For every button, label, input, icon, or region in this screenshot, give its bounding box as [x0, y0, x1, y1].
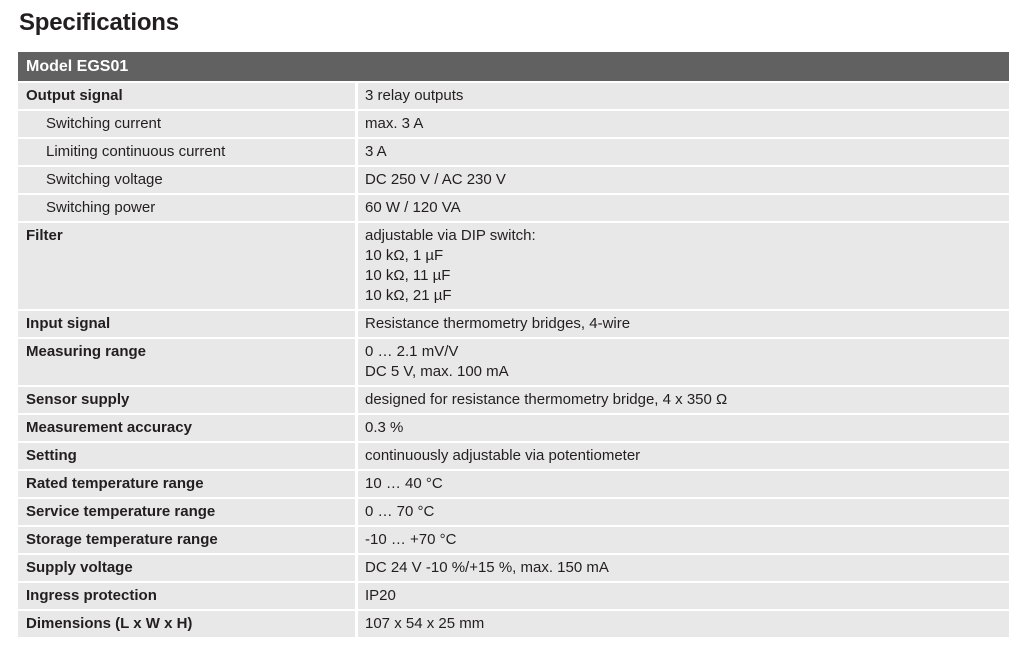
row-value: 60 W / 120 VA	[358, 195, 1009, 221]
row-label: Ingress protection	[18, 583, 355, 609]
row-value: IP20	[358, 583, 1009, 609]
row-label: Filter	[18, 223, 355, 309]
row-label: Supply voltage	[18, 555, 355, 581]
row-label: Switching voltage	[18, 167, 355, 193]
row-value: 3 A	[358, 139, 1009, 165]
specifications-table	[18, 52, 1009, 639]
table-row	[18, 167, 1009, 193]
row-value: 0 … 70 °C	[358, 499, 1009, 525]
row-value: continuously adjustable via potentiometer	[358, 443, 1009, 469]
table-row	[18, 555, 1009, 581]
row-value: adjustable via DIP switch: 10 kΩ, 1 µF 10 kΩ, 11 µF 10 kΩ, 21 µF	[358, 223, 1009, 309]
table-row	[18, 223, 1009, 309]
row-label: Service temperature range	[18, 499, 355, 525]
table-row	[18, 443, 1009, 469]
row-label: Rated temperature range	[18, 471, 355, 497]
table-row	[18, 83, 1009, 109]
row-label: Storage temperature range	[18, 527, 355, 553]
table-row	[18, 583, 1009, 609]
row-label: Sensor supply	[18, 387, 355, 413]
row-value: designed for resistance thermometry bridge, 4 x 350 Ω	[358, 387, 1009, 413]
row-value: 3 relay outputs	[358, 83, 1009, 109]
table-row	[18, 499, 1009, 525]
row-label: Input signal	[18, 311, 355, 337]
row-value: max. 3 A	[358, 111, 1009, 137]
row-value: 107 x 54 x 25 mm	[358, 611, 1009, 637]
row-label: Output signal	[18, 83, 355, 109]
row-label: Dimensions (L x W x H)	[18, 611, 355, 637]
table-row	[18, 471, 1009, 497]
table-header: Model EGS01	[18, 52, 1009, 81]
table-row	[18, 311, 1009, 337]
table-row	[18, 139, 1009, 165]
row-value: -10 … +70 °C	[358, 527, 1009, 553]
table-row	[18, 415, 1009, 441]
table-row	[18, 387, 1009, 413]
row-value: 0.3 %	[358, 415, 1009, 441]
row-value: 10 … 40 °C	[358, 471, 1009, 497]
row-value: Resistance thermometry bridges, 4-wire	[358, 311, 1009, 337]
row-label: Switching power	[18, 195, 355, 221]
page-title: Specifications	[19, 9, 179, 36]
row-label: Measurement accuracy	[18, 415, 355, 441]
table-row	[18, 195, 1009, 221]
table-row	[18, 611, 1009, 637]
row-value: DC 250 V / AC 230 V	[358, 167, 1009, 193]
row-label: Switching current	[18, 111, 355, 137]
row-label: Setting	[18, 443, 355, 469]
row-value: 0 … 2.1 mV/V DC 5 V, max. 100 mA	[358, 339, 1009, 385]
table-row	[18, 339, 1009, 385]
row-value: DC 24 V -10 %/+15 %, max. 150 mA	[358, 555, 1009, 581]
row-label: Measuring range	[18, 339, 355, 385]
table-row	[18, 111, 1009, 137]
table-row	[18, 527, 1009, 553]
row-label: Limiting continuous current	[18, 139, 355, 165]
